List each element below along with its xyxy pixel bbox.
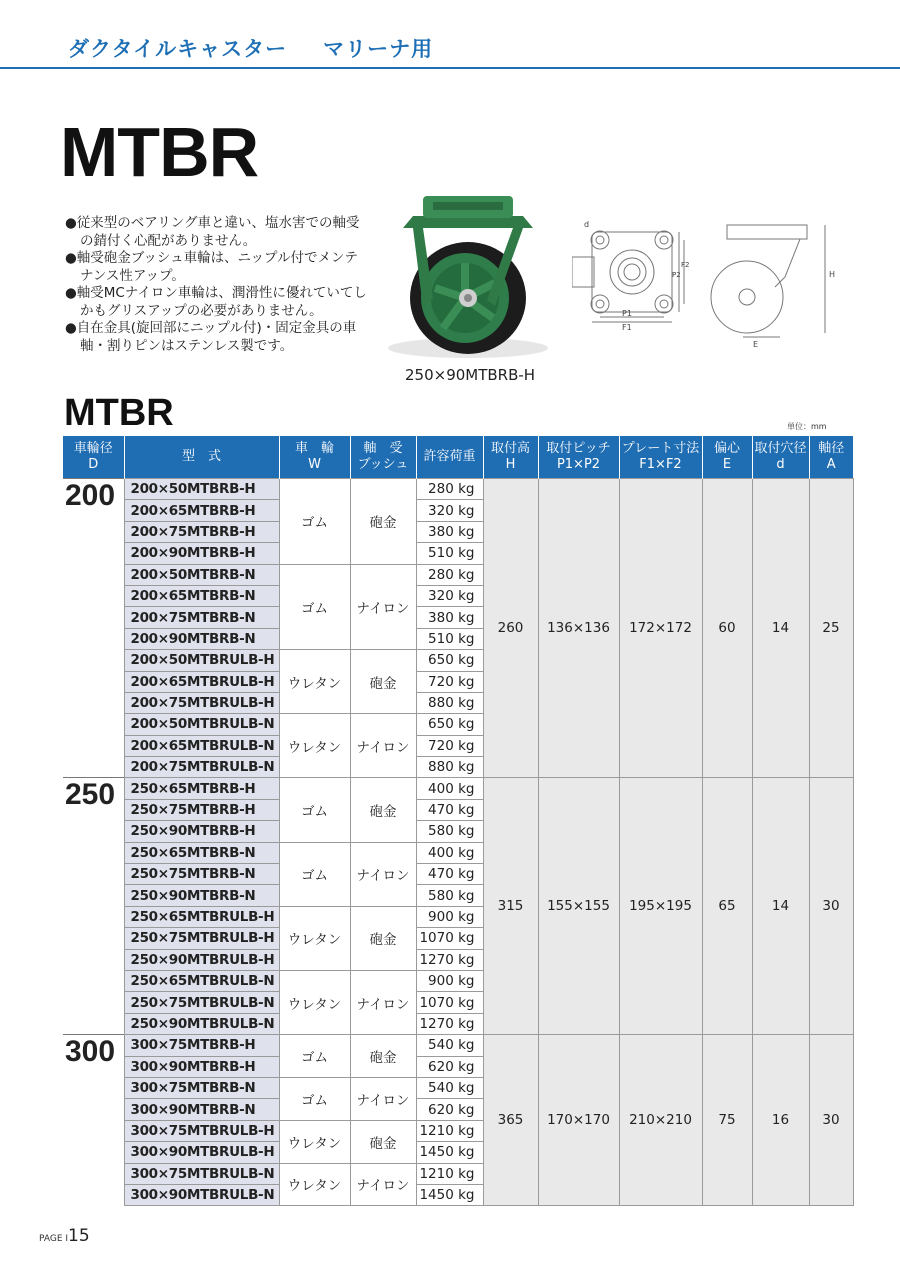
wheel-material: ウレタン — [279, 1163, 350, 1206]
header-divider — [0, 67, 900, 69]
mount-height: 260 — [483, 479, 538, 778]
wheel-material: ゴム — [279, 842, 350, 906]
model-name: 200×50MTBRB-N — [124, 564, 279, 585]
axle-diameter: 30 — [809, 778, 853, 1035]
load-capacity: 1070 kg — [416, 992, 483, 1013]
offset: 65 — [702, 778, 752, 1035]
section-title: MTBR — [64, 392, 174, 434]
model-name: 200×65MTBRB-N — [124, 585, 279, 606]
axle-diameter: 25 — [809, 479, 853, 778]
offset: 75 — [702, 1035, 752, 1206]
load-capacity: 880 kg — [416, 757, 483, 778]
plate-size: 210×210 — [619, 1035, 702, 1206]
feature-item: ●軸受砲金ブッシュ車輪は、ニップル付でメンテナンス性アップ。 — [65, 250, 358, 284]
mount-height: 365 — [483, 1035, 538, 1206]
header-category: ダクタイルキャスター — [68, 37, 288, 61]
load-capacity: 880 kg — [416, 692, 483, 713]
hole-diameter: 16 — [752, 1035, 809, 1206]
load-capacity: 1450 kg — [416, 1142, 483, 1163]
model-name: 250×90MTBRULB-H — [124, 949, 279, 970]
model-name: 200×65MTBRB-H — [124, 500, 279, 521]
load-capacity: 720 kg — [416, 735, 483, 756]
mount-height: 315 — [483, 778, 538, 1035]
mount-pitch: 170×170 — [538, 1035, 619, 1206]
mount-pitch: 155×155 — [538, 778, 619, 1035]
load-capacity: 1210 kg — [416, 1163, 483, 1184]
load-capacity: 650 kg — [416, 650, 483, 671]
col-pitch: 取付ピッチ P1×P2 — [538, 436, 619, 479]
model-name: 300×90MTBRB-N — [124, 1099, 279, 1120]
table-header-row — [63, 436, 853, 479]
label-e: E — [753, 340, 759, 347]
model-name: 300×75MTBRULB-H — [124, 1120, 279, 1141]
wheel-material: ウレタン — [279, 1120, 350, 1163]
side-view-drawing — [705, 217, 840, 347]
load-capacity: 280 kg — [416, 479, 483, 500]
bushing-material: 砲金 — [350, 650, 416, 714]
page-label: PAGE — [39, 1234, 63, 1244]
model-name: 200×90MTBRB-H — [124, 543, 279, 564]
load-capacity: 540 kg — [416, 1035, 483, 1056]
col-diameter: 車輪径 D — [63, 436, 124, 479]
col-offset: 偏心 E — [702, 436, 752, 479]
model-name: 250×65MTBRULB-N — [124, 970, 279, 991]
load-capacity: 620 kg — [416, 1056, 483, 1077]
col-axle: 軸径 A — [809, 436, 853, 479]
wheel-diameter: 250 — [63, 778, 124, 1035]
label-f2: F2 — [681, 261, 690, 269]
model-name: 250×75MTBRULB-N — [124, 992, 279, 1013]
wheel-material: ウレタン — [279, 714, 350, 778]
model-name: 200×75MTBRULB-N — [124, 757, 279, 778]
axle-diameter: 30 — [809, 1035, 853, 1206]
feature-item: ●軸受MCナイロン車輪は、潤滑性に優れていてしかもグリスアップの必要がありません。 — [65, 285, 367, 319]
label-f1: F1 — [622, 323, 632, 332]
product-title: MTBR — [60, 113, 259, 191]
mount-pitch: 136×136 — [538, 479, 619, 778]
wheel-material: ゴム — [279, 1077, 350, 1120]
caster-product-image — [383, 188, 553, 368]
col-wheel: 車 輪 W — [279, 436, 350, 479]
plate-size: 172×172 — [619, 479, 702, 778]
label-d: d — [584, 220, 590, 229]
load-capacity: 720 kg — [416, 671, 483, 692]
model-name: 250×65MTBRB-H — [124, 778, 279, 799]
plate-size: 195×195 — [619, 778, 702, 1035]
model-name: 250×90MTBRB-H — [124, 821, 279, 842]
model-name: 200×50MTBRULB-H — [124, 650, 279, 671]
bushing-material: 砲金 — [350, 778, 416, 842]
wheel-diameter: 200 — [63, 479, 124, 778]
model-name: 250×90MTBRB-N — [124, 885, 279, 906]
model-name: 200×65MTBRULB-N — [124, 735, 279, 756]
model-name: 300×75MTBRB-N — [124, 1077, 279, 1098]
label-h: H — [829, 270, 836, 279]
load-capacity: 900 kg — [416, 970, 483, 991]
load-capacity: 540 kg — [416, 1077, 483, 1098]
model-name: 300×90MTBRULB-H — [124, 1142, 279, 1163]
image-caption: 250×90MTBRB-H — [405, 366, 536, 384]
model-name: 250×65MTBRULB-H — [124, 906, 279, 927]
label-p2: P2 — [672, 271, 681, 279]
model-name: 200×75MTBRB-N — [124, 607, 279, 628]
bushing-material: 砲金 — [350, 1035, 416, 1078]
model-name: 300×75MTBRB-H — [124, 1035, 279, 1056]
load-capacity: 900 kg — [416, 906, 483, 927]
model-name: 200×65MTBRULB-H — [124, 671, 279, 692]
bushing-material: 砲金 — [350, 479, 416, 565]
page-footer: PAGE I15 — [39, 1226, 90, 1246]
spec-table — [63, 436, 854, 1206]
bushing-material: ナイロン — [350, 842, 416, 906]
feature-item: ●自在金具(旋回部にニップル付)・固定金具の車軸・割りピンはステンレス製です。 — [65, 320, 357, 354]
model-name: 250×65MTBRB-N — [124, 842, 279, 863]
bushing-material: ナイロン — [350, 1077, 416, 1120]
table-row — [63, 778, 853, 799]
load-capacity: 1270 kg — [416, 949, 483, 970]
load-capacity: 470 kg — [416, 799, 483, 820]
load-capacity: 320 kg — [416, 500, 483, 521]
model-name: 200×50MTBRB-H — [124, 479, 279, 500]
col-model: 型 式 — [124, 436, 279, 479]
load-capacity: 1450 kg — [416, 1184, 483, 1205]
model-name: 300×90MTBRB-H — [124, 1056, 279, 1077]
model-name: 200×75MTBRB-H — [124, 521, 279, 542]
load-capacity: 580 kg — [416, 885, 483, 906]
feature-list — [65, 215, 370, 355]
load-capacity: 280 kg — [416, 564, 483, 585]
load-capacity: 380 kg — [416, 607, 483, 628]
model-name: 250×90MTBRULB-N — [124, 1013, 279, 1034]
model-name: 250×75MTBRULB-H — [124, 928, 279, 949]
load-capacity: 1070 kg — [416, 928, 483, 949]
wheel-material: ゴム — [279, 1035, 350, 1078]
offset: 60 — [702, 479, 752, 778]
bushing-material: ナイロン — [350, 1163, 416, 1206]
bushing-material: 砲金 — [350, 906, 416, 970]
hole-diameter: 14 — [752, 778, 809, 1035]
table-row — [63, 479, 853, 500]
col-bushing: 軸 受 ブッシュ — [350, 436, 416, 479]
load-capacity: 380 kg — [416, 521, 483, 542]
load-capacity: 320 kg — [416, 585, 483, 606]
model-name: 200×50MTBRULB-N — [124, 714, 279, 735]
top-view-drawing — [572, 217, 692, 337]
wheel-material: ウレタン — [279, 970, 350, 1034]
wheel-material: ゴム — [279, 778, 350, 842]
wheel-material: ゴム — [279, 564, 350, 650]
wheel-material: ゴム — [279, 479, 350, 565]
load-capacity: 470 kg — [416, 864, 483, 885]
col-height: 取付高 H — [483, 436, 538, 479]
load-capacity: 400 kg — [416, 778, 483, 799]
bushing-material: 砲金 — [350, 1120, 416, 1163]
wheel-material: ウレタン — [279, 650, 350, 714]
page-header — [68, 33, 433, 63]
model-name: 200×75MTBRULB-H — [124, 692, 279, 713]
load-capacity: 650 kg — [416, 714, 483, 735]
page-number: 15 — [68, 1226, 90, 1246]
feature-item: ●従来型のベアリング車と違い、塩水害での軸受の錆付く心配がありません。 — [65, 215, 360, 249]
load-capacity: 580 kg — [416, 821, 483, 842]
bushing-material: ナイロン — [350, 714, 416, 778]
model-name: 200×90MTBRB-N — [124, 628, 279, 649]
col-load: 許容荷重 — [416, 436, 483, 479]
label-p1: P1 — [622, 309, 632, 318]
header-subcategory: マリーナ用 — [323, 37, 434, 61]
load-capacity: 620 kg — [416, 1099, 483, 1120]
bushing-material: ナイロン — [350, 564, 416, 650]
bushing-material: ナイロン — [350, 970, 416, 1034]
unit-label: 単位：mm — [787, 422, 827, 431]
model-name: 300×90MTBRULB-N — [124, 1184, 279, 1205]
model-name: 300×75MTBRULB-N — [124, 1163, 279, 1184]
table-row — [63, 1035, 853, 1056]
load-capacity: 400 kg — [416, 842, 483, 863]
wheel-material: ウレタン — [279, 906, 350, 970]
load-capacity: 1210 kg — [416, 1120, 483, 1141]
model-name: 250×75MTBRB-N — [124, 864, 279, 885]
col-plate: プレート寸法 F1×F2 — [619, 436, 702, 479]
model-name: 250×75MTBRB-H — [124, 799, 279, 820]
wheel-diameter: 300 — [63, 1035, 124, 1206]
hole-diameter: 14 — [752, 479, 809, 778]
col-hole: 取付穴径 d — [752, 436, 809, 479]
load-capacity: 510 kg — [416, 543, 483, 564]
load-capacity: 1270 kg — [416, 1013, 483, 1034]
load-capacity: 510 kg — [416, 628, 483, 649]
